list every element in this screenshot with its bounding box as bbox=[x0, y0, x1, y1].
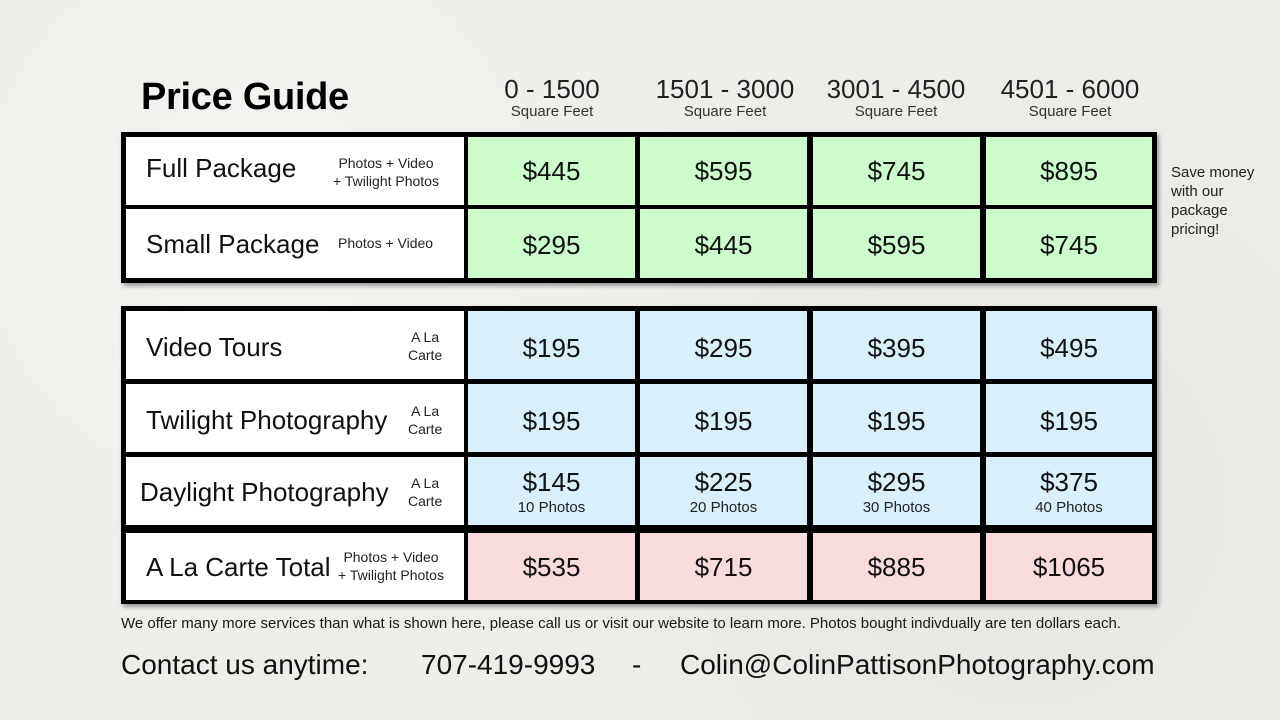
contact-email[interactable]: Colin@ColinPattisonPhotography.com bbox=[680, 649, 1155, 680]
row-label-cell bbox=[126, 209, 464, 278]
disclaimer-text: We offer many more services than what is shown here, please call us or visit our website to learn more. Photos bought indivdually are ten dollars each. bbox=[121, 615, 1121, 632]
table-row bbox=[121, 452, 1157, 528]
photo-count: 30 Photos bbox=[862, 499, 931, 516]
price-cell bbox=[468, 533, 635, 600]
row-label-cell bbox=[126, 533, 464, 600]
table-row bbox=[121, 306, 1157, 382]
column-header-2 bbox=[639, 74, 811, 120]
column-unit: Square Feet bbox=[510, 103, 594, 120]
price-value: $295 bbox=[694, 333, 753, 363]
table-row bbox=[121, 527, 1157, 604]
column-header-1 bbox=[466, 74, 638, 120]
row-note bbox=[338, 234, 433, 252]
price-cell bbox=[640, 533, 807, 600]
row-label-cell bbox=[126, 311, 464, 379]
table-row bbox=[121, 379, 1157, 455]
price-cell bbox=[468, 137, 635, 205]
price-value: $195 bbox=[867, 406, 926, 436]
price-cell bbox=[813, 384, 980, 452]
row-name: Daylight Photography bbox=[140, 477, 389, 507]
price-cell bbox=[468, 311, 635, 379]
row-label-cell bbox=[126, 457, 464, 525]
price-cell bbox=[468, 457, 635, 525]
price-value: $1065 bbox=[1032, 552, 1106, 582]
price-value: $885 bbox=[867, 552, 926, 582]
price-cell bbox=[813, 533, 980, 600]
price-value: $535 bbox=[522, 552, 581, 582]
row-name: Small Package bbox=[146, 229, 320, 259]
price-value: $445 bbox=[694, 230, 753, 260]
row-note-line1: A La bbox=[411, 475, 440, 491]
contact-separator: - bbox=[632, 649, 642, 680]
price-cell bbox=[640, 457, 807, 525]
column-header-4 bbox=[984, 74, 1156, 120]
column-range: 0 - 1500 bbox=[504, 74, 600, 104]
price-cell bbox=[986, 533, 1152, 600]
row-label-cell bbox=[126, 137, 464, 205]
price-cell bbox=[986, 457, 1152, 525]
contact-phone[interactable]: 707-419-9993 bbox=[421, 649, 596, 680]
price-value: $375 bbox=[1040, 467, 1098, 497]
row-note-line2: + Twilight Photos bbox=[333, 173, 439, 189]
price-value: $295 bbox=[522, 230, 581, 260]
photo-count: 20 Photos bbox=[689, 499, 758, 516]
price-value: $445 bbox=[522, 156, 581, 186]
column-range: 4501 - 6000 bbox=[1000, 74, 1140, 104]
row-name: A La Carte Total bbox=[146, 552, 331, 582]
price-cell bbox=[986, 384, 1152, 452]
price-cell bbox=[640, 384, 807, 452]
row-note-line2: + Twilight Photos bbox=[338, 567, 444, 583]
price-value: $745 bbox=[1040, 230, 1098, 260]
price-cell bbox=[986, 311, 1152, 379]
row-note bbox=[408, 402, 442, 438]
package-pricing-table bbox=[121, 132, 1157, 283]
price-value: $145 bbox=[522, 467, 581, 497]
contact-label: Contact us anytime: bbox=[121, 649, 369, 680]
price-cell bbox=[986, 209, 1152, 278]
table-row bbox=[121, 132, 1157, 208]
price-value: $595 bbox=[867, 230, 926, 260]
price-value: $295 bbox=[867, 467, 926, 497]
row-note bbox=[333, 154, 439, 190]
price-value: $195 bbox=[694, 406, 753, 436]
photo-count: 40 Photos bbox=[1035, 499, 1103, 516]
row-name: Video Tours bbox=[146, 332, 283, 362]
row-note-line2: Carte bbox=[408, 421, 443, 437]
price-cell bbox=[813, 137, 980, 205]
price-value: $195 bbox=[522, 333, 581, 363]
row-name: Twilight Photography bbox=[146, 405, 388, 435]
row-note bbox=[338, 548, 444, 584]
price-cell bbox=[640, 209, 807, 278]
price-cell bbox=[813, 457, 980, 525]
row-label-cell bbox=[126, 384, 464, 452]
price-cell bbox=[813, 209, 980, 278]
save-money-note: Save money with our package pricing! bbox=[1171, 164, 1255, 238]
row-note-line1: A La bbox=[411, 329, 440, 345]
row-note-line1: A La bbox=[411, 403, 440, 419]
row-note-line2: Carte bbox=[408, 493, 443, 509]
price-value: $225 bbox=[694, 467, 753, 497]
table-row bbox=[121, 205, 1157, 283]
row-note bbox=[408, 474, 442, 510]
price-value: $895 bbox=[1040, 156, 1098, 186]
column-header-3 bbox=[810, 74, 982, 120]
column-unit: Square Feet bbox=[854, 103, 938, 120]
row-note-line1: Photos + Video bbox=[338, 155, 434, 171]
price-value: $495 bbox=[1040, 333, 1098, 363]
price-cell bbox=[640, 311, 807, 379]
column-range: 3001 - 4500 bbox=[826, 74, 966, 104]
column-unit: Square Feet bbox=[683, 103, 767, 120]
page-title: Price Guide bbox=[141, 76, 349, 118]
price-cell bbox=[986, 137, 1152, 205]
price-cell bbox=[468, 209, 635, 278]
row-note bbox=[408, 328, 442, 364]
price-value: $745 bbox=[867, 156, 926, 186]
photo-count: 10 Photos bbox=[517, 499, 586, 516]
row-note-line1: Photos + Video bbox=[338, 235, 434, 251]
column-unit: Square Feet bbox=[1028, 103, 1112, 120]
price-cell bbox=[813, 311, 980, 379]
column-range: 1501 - 3000 bbox=[655, 74, 795, 104]
row-note-line1: Photos + Video bbox=[343, 549, 439, 565]
row-name: Full Package bbox=[146, 153, 297, 183]
price-cell bbox=[468, 384, 635, 452]
price-value: $595 bbox=[694, 156, 753, 186]
price-value: $395 bbox=[867, 333, 926, 363]
price-value: $195 bbox=[522, 406, 581, 436]
price-value: $715 bbox=[694, 552, 753, 582]
a-la-carte-pricing-table bbox=[121, 306, 1157, 604]
price-value: $195 bbox=[1040, 406, 1098, 436]
row-note-line2: Carte bbox=[408, 347, 443, 363]
price-cell bbox=[640, 137, 807, 205]
